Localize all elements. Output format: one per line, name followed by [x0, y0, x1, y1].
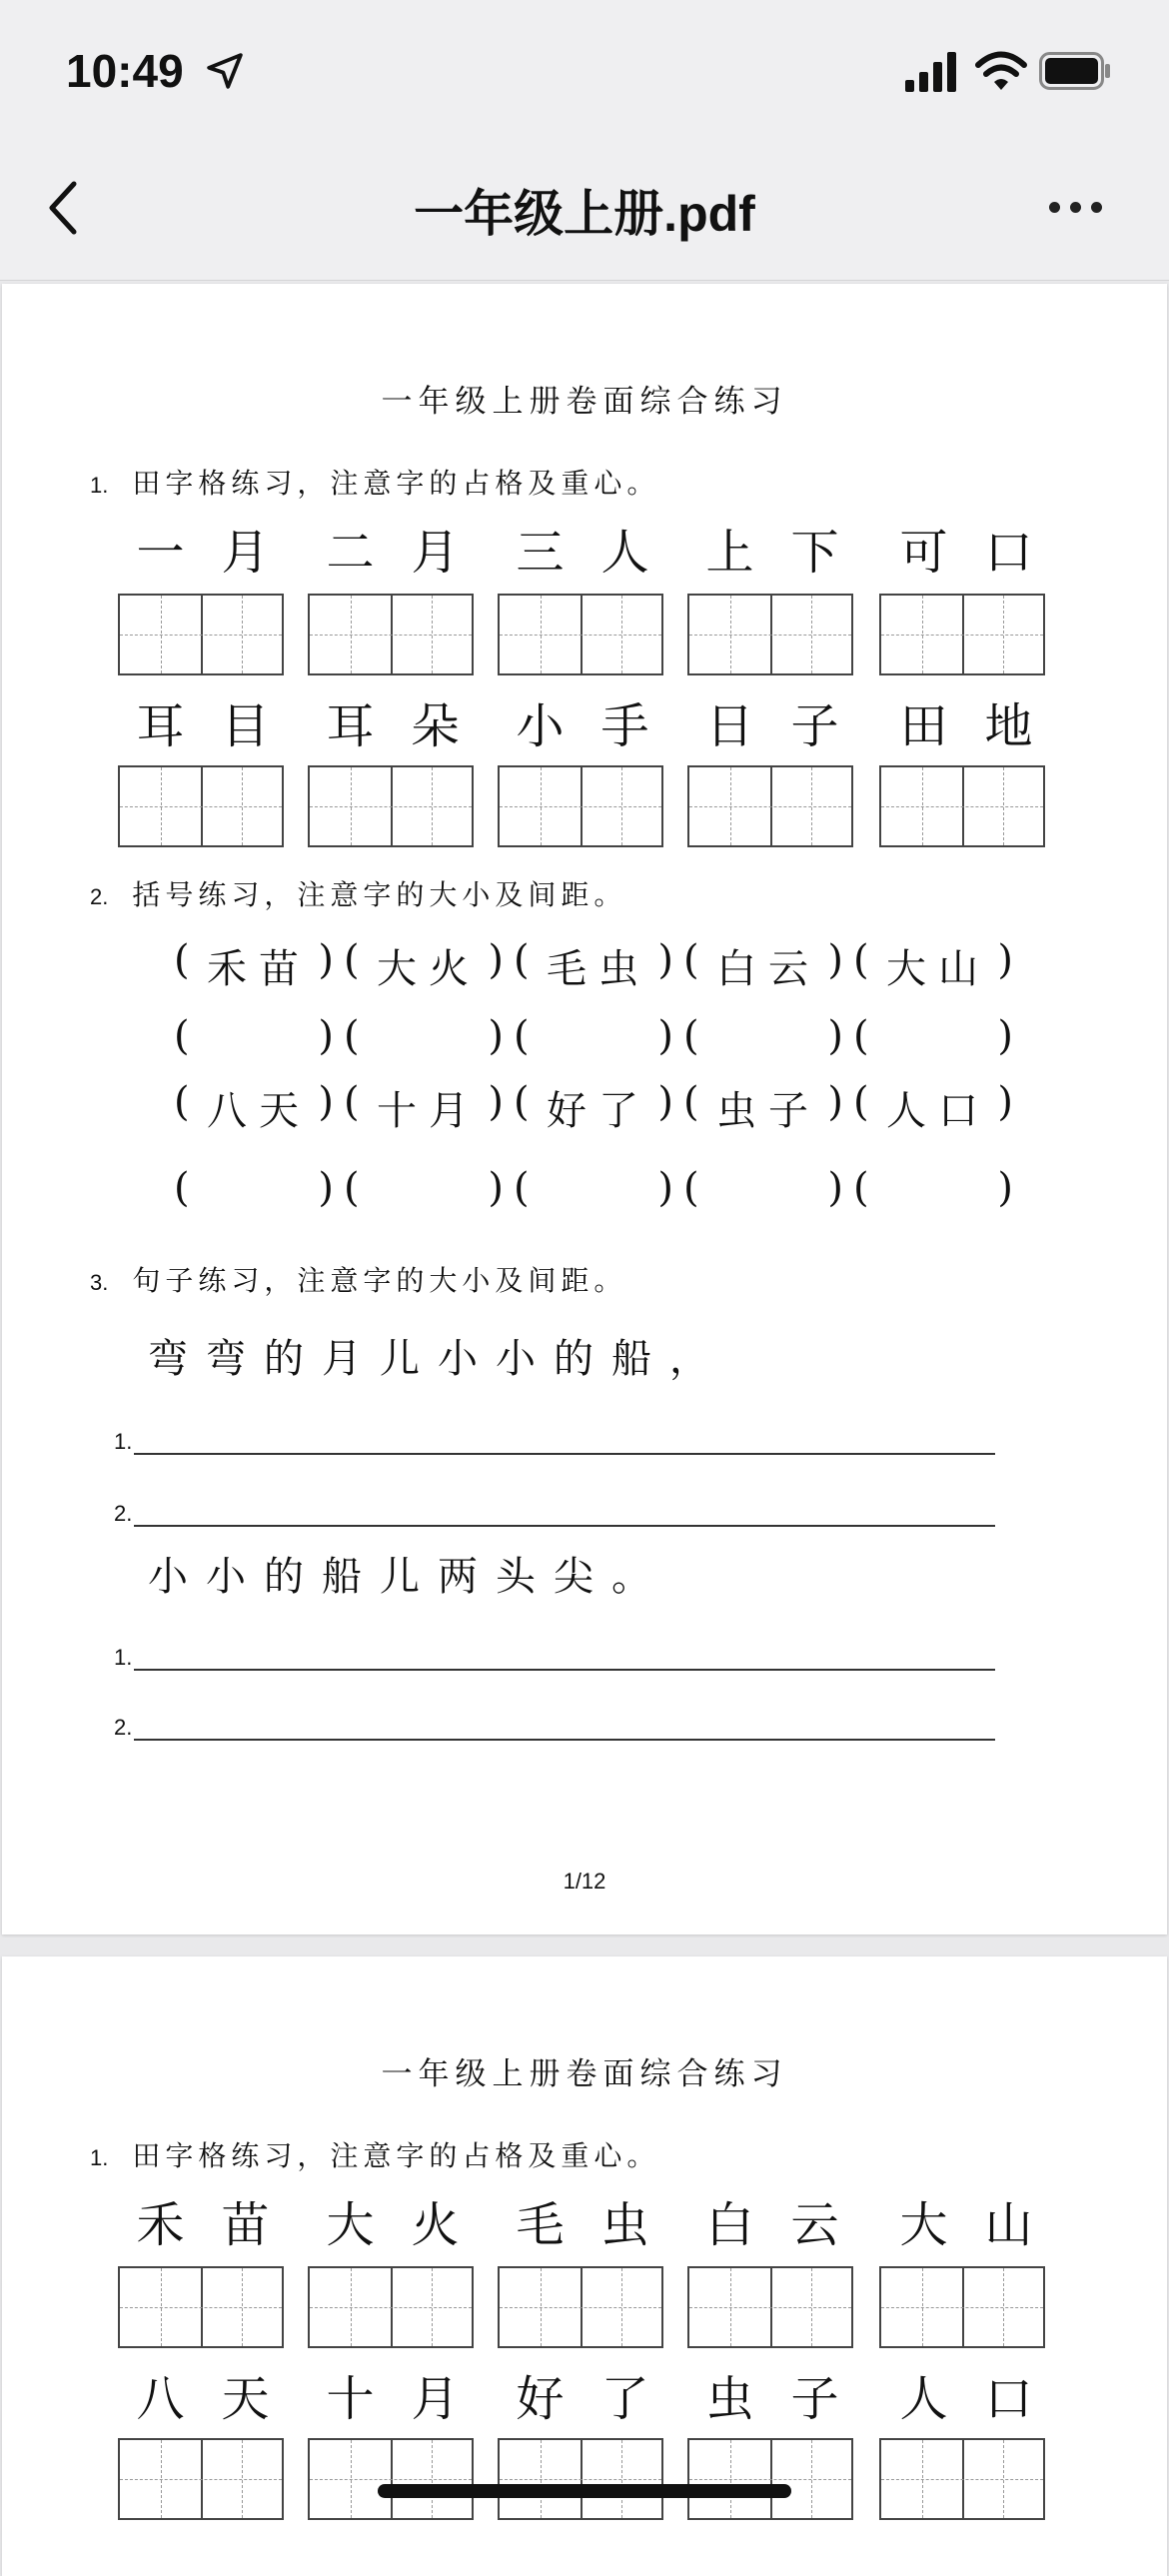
- section-1-heading: [90, 462, 659, 502]
- bracket-word: 虫子: [716, 1088, 820, 1134]
- blank-bracket: ( ): [174, 1013, 334, 1059]
- blank-bracket: ( ): [344, 1013, 504, 1059]
- more-dot-icon: [1049, 202, 1060, 213]
- character: 一: [136, 524, 185, 581]
- section-number: 2.: [90, 884, 109, 909]
- blank-bracket: ( ): [853, 1013, 1013, 1059]
- character-row-2: [118, 689, 1057, 753]
- tianzige-cell: [118, 765, 284, 847]
- character: 大: [899, 2196, 948, 2253]
- character: 口: [984, 2370, 1033, 2427]
- tianzige-cell: [118, 2438, 284, 2520]
- section-number: 3.: [90, 1270, 109, 1295]
- blank-bracket: ( ): [514, 1165, 673, 1211]
- section-text: 田字格练习，注意字的占格及重心。: [132, 467, 660, 500]
- character: 苗: [221, 2196, 270, 2253]
- character: 虫: [705, 2370, 754, 2427]
- bracket-item: ( 虫子 ): [683, 1079, 843, 1134]
- character: 小: [516, 697, 565, 754]
- character: 云: [790, 2196, 839, 2253]
- section-2-heading: [90, 873, 626, 913]
- tianzige-grid-row: [118, 2266, 1057, 2352]
- blank-bracket: ( ): [174, 1165, 334, 1211]
- tianzige-cell: [879, 594, 1045, 675]
- character-row-1: [118, 516, 1057, 580]
- tianzige-cell: [687, 765, 853, 847]
- bracket-item: ( 毛虫 ): [514, 937, 673, 992]
- document-title: 一年级上册.pdf: [414, 186, 755, 242]
- character: 月: [221, 524, 270, 581]
- character-pair: [118, 516, 288, 580]
- tianzige-cell: [118, 594, 284, 675]
- section-number: 1.: [90, 2145, 109, 2170]
- character: 可: [899, 524, 948, 581]
- character-pair: [498, 689, 667, 753]
- character: 大: [326, 2196, 375, 2253]
- character: 山: [984, 2196, 1033, 2253]
- tianzige-cell: [687, 594, 853, 675]
- pdf-page-1[interactable]: [2, 284, 1167, 1934]
- bracket-item: ( 白云 ): [683, 937, 843, 992]
- character: 地: [984, 697, 1033, 754]
- section-text: 括号练习，注意字的大小及间距。: [132, 878, 627, 911]
- home-indicator[interactable]: [378, 2484, 791, 2498]
- tianzige-cell: [118, 2266, 284, 2348]
- character-pair: [881, 516, 1051, 580]
- character: 子: [790, 697, 839, 754]
- section-text: 田字格练习，注意字的占格及重心。: [132, 2139, 660, 2172]
- tianzige-cell: [687, 2438, 853, 2520]
- bracket-word: 十月: [377, 1088, 481, 1134]
- character-pair: [881, 2188, 1051, 2252]
- character-pair: [118, 2362, 288, 2426]
- character-pair: [498, 2362, 667, 2426]
- tianzige-cell: [308, 594, 474, 675]
- character-pair: [308, 2362, 478, 2426]
- character: 耳: [136, 697, 185, 754]
- more-dot-icon: [1091, 202, 1102, 213]
- tianzige-cell: [879, 2266, 1045, 2348]
- blank-bracket: ( ): [514, 1013, 673, 1059]
- character-pair: [687, 516, 857, 580]
- character-row-1: [118, 2188, 1057, 2252]
- wifi-icon: [974, 50, 1028, 92]
- tianzige-cell: [498, 765, 663, 847]
- character: 好: [516, 2370, 565, 2427]
- bracket-item: ( 人口 ): [853, 1079, 1013, 1134]
- character: 虫: [600, 2196, 649, 2253]
- tianzige-grid-row: [118, 2438, 1057, 2524]
- tianzige-cell: [498, 2438, 663, 2520]
- character: 白: [705, 2196, 754, 2253]
- more-options-button[interactable]: [1049, 198, 1129, 228]
- character-pair: [308, 689, 478, 753]
- bracket-word: 八天: [207, 1088, 311, 1134]
- character: 禾: [136, 2196, 185, 2253]
- character: 天: [221, 2370, 270, 2427]
- character-pair: [881, 689, 1051, 753]
- character-pair: [308, 516, 478, 580]
- character-pair: [687, 2188, 857, 2252]
- more-dot-icon: [1070, 202, 1081, 213]
- blank-bracket: ( ): [683, 1165, 843, 1211]
- blank-bracket: ( ): [853, 1165, 1013, 1211]
- character: 田: [899, 697, 948, 754]
- character: 人: [600, 524, 649, 581]
- bracket-row-blank: [174, 1165, 1033, 1221]
- character: 人: [899, 2370, 948, 2427]
- character-pair: [881, 2362, 1051, 2426]
- cellular-signal-icon: [905, 52, 957, 92]
- character: 八: [136, 2370, 185, 2427]
- tianzige-cell: [879, 765, 1045, 847]
- bracket-item: ( 大火 ): [344, 937, 504, 992]
- section-1-heading: [90, 2134, 659, 2174]
- bracket-row-filled: [174, 1079, 1033, 1135]
- character-pair: [308, 2188, 478, 2252]
- tianzige-cell: [498, 594, 663, 675]
- character: 目: [221, 697, 270, 754]
- tianzige-cell: [308, 765, 474, 847]
- bracket-item: ( 十月 ): [344, 1079, 504, 1134]
- character-pair: [498, 2188, 667, 2252]
- location-arrow-icon: [206, 52, 244, 90]
- character: 口: [984, 524, 1033, 581]
- character: 日: [705, 697, 754, 754]
- tianzige-cell: [687, 2266, 853, 2348]
- character-pair: [498, 516, 667, 580]
- worksheet-title: 一年级上册卷面综合练习: [381, 384, 788, 420]
- tianzige-cell: [498, 2266, 663, 2348]
- section-3-heading: [90, 1259, 626, 1299]
- character-pair: [687, 2362, 857, 2426]
- bracket-item: ( 八天 ): [174, 1079, 334, 1134]
- character: 火: [411, 2196, 460, 2253]
- tianzige-cell: [308, 2266, 474, 2348]
- tianzige-grid-row: [118, 765, 1057, 851]
- character-pair: [687, 689, 857, 753]
- bracket-item: ( 好了 ): [514, 1079, 673, 1134]
- practice-sentence-2: 小小的船儿两头尖。: [148, 1554, 669, 1600]
- bracket-word: 人口: [886, 1088, 990, 1134]
- practice-sentence-1: 弯弯的月儿小小的船，: [148, 1336, 727, 1382]
- character: 月: [411, 2370, 460, 2427]
- writing-line: 2.: [114, 1715, 995, 1751]
- writing-line: 1.: [114, 1645, 995, 1681]
- bracket-word: 大火: [377, 946, 481, 992]
- section-text: 句子练习，注意字的大小及间距。: [132, 1264, 627, 1297]
- character: 耳: [326, 697, 375, 754]
- bracket-row-filled: [174, 937, 1033, 993]
- character: 二: [326, 524, 375, 581]
- character: 月: [411, 524, 460, 581]
- pdf-page-2[interactable]: [2, 1956, 1167, 2576]
- bracket-word: 毛虫: [547, 946, 650, 992]
- character-pair: [118, 689, 288, 753]
- character: 三: [516, 524, 565, 581]
- character: 了: [600, 2370, 649, 2427]
- bracket-item: ( 大山 ): [853, 937, 1013, 992]
- page-number: 1/12: [563, 1869, 606, 1894]
- worksheet-title: 一年级上册卷面综合练习: [381, 2056, 788, 2092]
- bracket-word: 禾苗: [207, 946, 311, 992]
- nav-bar: [0, 140, 1169, 281]
- character: 毛: [516, 2196, 565, 2253]
- section-number: 1.: [90, 473, 109, 498]
- character: 上: [705, 524, 754, 581]
- blank-bracket: ( ): [344, 1165, 504, 1211]
- writing-line: 2.: [114, 1501, 995, 1537]
- tianzige-cell: [308, 2438, 474, 2520]
- status-time: 10:49: [66, 45, 184, 97]
- bracket-item: ( 禾苗 ): [174, 937, 334, 992]
- bracket-word: 好了: [547, 1088, 650, 1134]
- writing-line: 1.: [114, 1429, 995, 1465]
- battery-icon: [1039, 52, 1111, 90]
- tianzige-grid-row: [118, 594, 1057, 679]
- character: 子: [790, 2370, 839, 2427]
- blank-bracket: ( ): [683, 1013, 843, 1059]
- bracket-word: 大山: [886, 946, 990, 992]
- bracket-word: 白云: [716, 946, 820, 992]
- character: 朵: [411, 697, 460, 754]
- status-bar: [0, 0, 1169, 140]
- tianzige-cell: [879, 2438, 1045, 2520]
- character: 十: [326, 2370, 375, 2427]
- character-pair: [118, 2188, 288, 2252]
- bracket-row-blank: [174, 1013, 1033, 1069]
- character: 下: [790, 524, 839, 581]
- character-row-2: [118, 2362, 1057, 2426]
- character: 手: [600, 697, 649, 754]
